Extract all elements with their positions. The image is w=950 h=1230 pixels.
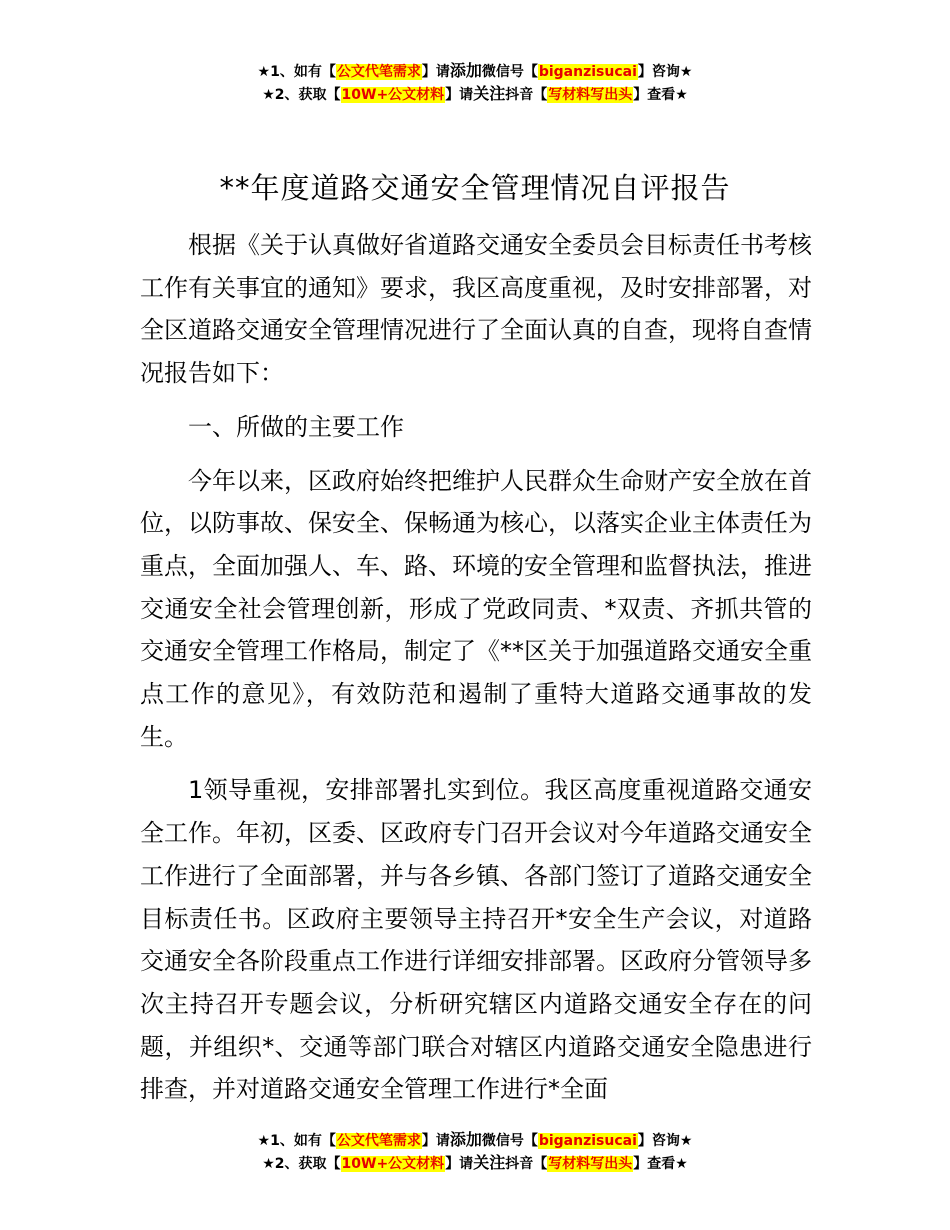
banner-line-1 [0,60,950,83]
banner-text: 】查看★ [633,87,688,103]
document-title: **年度道路交通安全管理情况自评报告 [219,171,731,205]
banner-line-1 [0,1129,950,1152]
banner-emphasis: 添加 [449,61,482,80]
banner-text: 】咨询★ [637,64,693,80]
banner-text: ★1、如有【 [257,64,336,80]
banner-text: 】查看★ [633,1156,688,1172]
banner-highlight: biganzisucai [538,1133,637,1149]
banner-text: ★2、获取【 [262,87,341,103]
document-body [140,224,812,1122]
banner-line-2 [0,83,950,106]
banner-highlight: 公文代笔需求 [336,1133,421,1149]
banner-highlight: 公文代笔需求 [336,64,421,80]
banner-text: 】请 [445,1156,474,1172]
paragraph-item-1: 1领导重视，安排部署扎实到位。我区高度重视道路交通安全工作。年初，区委、区政府专门召开会议对今年道路交通安全工作进行了全面部署，并与各乡镇、各部门签订了道路交通安全目标责任书。区政府主要领导主持召开*安全生产会议，对道路交通安全各阶段重点工作进行详细安排部署。区政府分管领导多次主持召开专题会议，分析研究辖区内道路交通安全存在的问题，并组织*、交通等部门联合对辖区内道路交通安全隐患进行排查，并对道路交通安全管理工作进行*全面 [140,776,812,1104]
banner-text: 】咨询★ [637,1133,693,1149]
banner-highlight: biganzisucai [538,64,637,80]
banner-emphasis: 关注 [473,1153,506,1172]
banner-highlight: 写材料写出头 [548,1156,633,1172]
banner-text: 抖音【 [505,87,548,103]
banner-highlight: 写材料写出头 [548,87,633,103]
section-heading: 一、所做的主要工作 [188,412,404,441]
header-banner [0,60,950,106]
banner-text: 】请 [445,87,474,103]
banner-text: 微信号【 [481,1133,538,1149]
banner-highlight: 10W+公文材料 [341,87,445,103]
paragraph-intro: 根据《关于认真做好省道路交通安全委员会目标责任书考核工作有关事宜的通知》要求，我区高度重视，及时安排部署，对全区道路交通安全管理情况进行了全面认真的自查，现将自查情况报告如下： [140,231,812,388]
banner-highlight: 10W+公文材料 [341,1156,445,1172]
banner-text: 】请 [421,64,450,80]
banner-text: ★1、如有【 [257,1133,336,1149]
banner-text: 微信号【 [481,64,538,80]
banner-text: 抖音【 [505,1156,548,1172]
banner-emphasis: 关注 [473,84,506,103]
banner-text: 】请 [421,1133,450,1149]
banner-emphasis: 添加 [449,1130,482,1149]
banner-line-2 [0,1152,950,1175]
footer-banner [0,1129,950,1175]
paragraph-overview: 今年以来，区政府始终把维护人民群众生命财产安全放在首位，以防事故、保安全、保畅通为核心，以落实企业主体责任为重点，全面加强人、车、路、环境的安全管理和监督执法，推进交通安全社会管理创新，形成了党政同责、*双责、齐抓共管的交通安全管理工作格局，制定了《**区关于加强道路交通安全重点工作的意见》，有效防范和遏制了重特大道路交通事故的发生。 [140,466,812,751]
banner-text: ★2、获取【 [262,1156,341,1172]
